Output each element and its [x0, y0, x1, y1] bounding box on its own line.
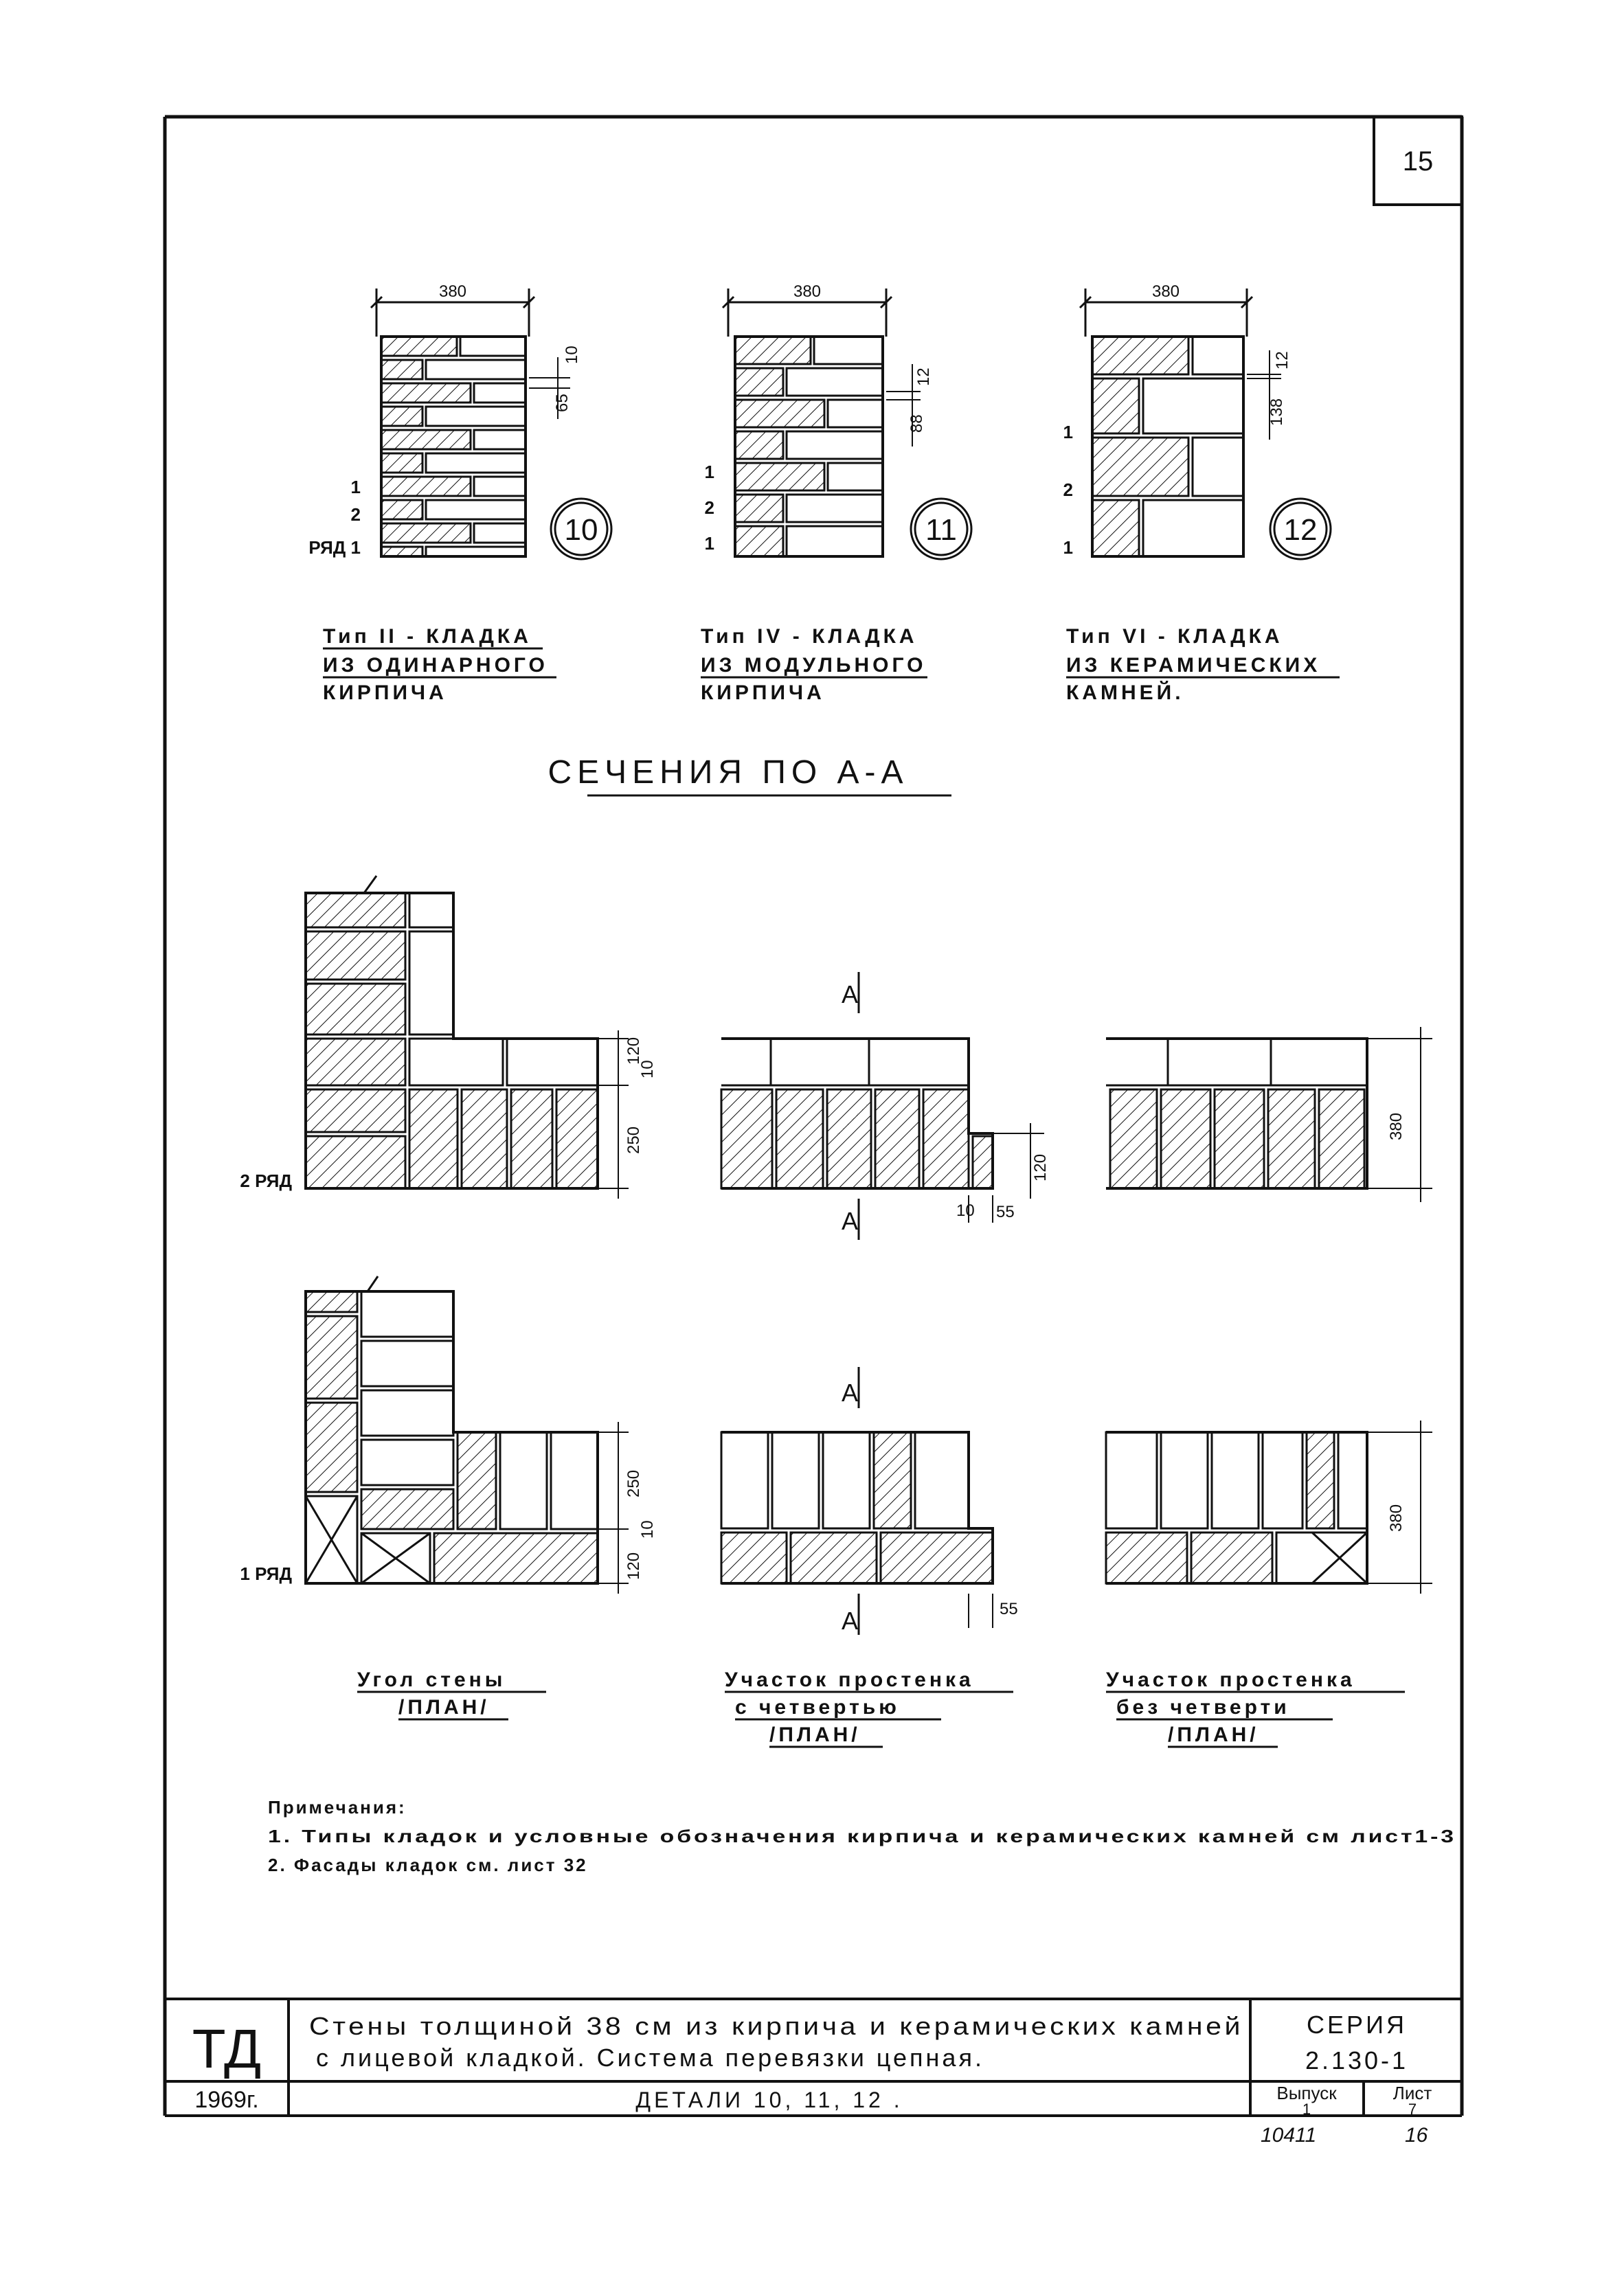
- handwritten-sheet: 16: [1405, 2124, 1428, 2147]
- issue-label: Выпуск: [1276, 2083, 1337, 2103]
- notes-heading: Примечания:: [268, 1797, 407, 1818]
- notes: [268, 1797, 1456, 1875]
- dim-250: 250: [624, 1469, 643, 1497]
- caption-line: КИРПИЧА: [701, 681, 825, 704]
- caption-line: КИРПИЧА: [323, 681, 447, 704]
- caption-line: ИЗ МОДУЛЬНОГО: [701, 654, 927, 677]
- row1-label: 1 РЯД: [240, 1563, 292, 1584]
- title-block-text: [192, 2011, 1432, 2147]
- logo-td: ТД: [192, 2018, 262, 2079]
- detail-11-caption: [701, 625, 927, 704]
- plan-corner-row2: [306, 876, 629, 1199]
- dim-a: 10: [563, 346, 581, 364]
- plan-pier-noquarter-row2: [1106, 1027, 1432, 1202]
- plan-pier-noquarter-row1: [1106, 1421, 1432, 1594]
- title-line-2: с лицевой кладкой. Система перевязки цепная.: [316, 2044, 984, 2072]
- caption-corner-sub: /ПЛАН/: [398, 1696, 490, 1719]
- width-label: 380: [793, 282, 822, 301]
- caption-quarter-title: Участок простенка: [725, 1669, 974, 1691]
- dim-120: 120: [624, 1552, 643, 1580]
- sheet-subtitle: ДЕТАЛИ 10, 11, 12 .: [635, 2088, 903, 2112]
- dim-380: 380: [1387, 1112, 1406, 1140]
- dim-120: 120: [624, 1037, 643, 1065]
- dim-55: 55: [1000, 1600, 1018, 1618]
- caption-line: ИЗ ОДИНАРНОГО: [323, 654, 548, 677]
- row-label: 1: [350, 477, 361, 497]
- caption-noquarter-plan: /ПЛАН/: [1168, 1723, 1259, 1746]
- row-label: 1: [704, 462, 714, 482]
- row-label: РЯД 1: [308, 537, 361, 558]
- dim-250: 250: [624, 1126, 643, 1154]
- dim-a: 12: [914, 367, 933, 386]
- caption-corner-title: Угол стены: [357, 1669, 506, 1691]
- year: 1969г.: [194, 2087, 259, 2113]
- section-title: СЕЧЕНИЯ ПО А-А: [548, 754, 909, 791]
- detail-circle-number: 12: [1283, 513, 1318, 547]
- dim-55: 55: [996, 1203, 1015, 1221]
- caption-line: Тип VI - КЛАДКА: [1066, 625, 1283, 648]
- caption-noquarter-title: Участок простенка: [1106, 1669, 1355, 1691]
- row-label: 2: [350, 504, 361, 525]
- dim-b: 88: [907, 414, 926, 433]
- dim-380: 380: [1387, 1504, 1406, 1532]
- section-mark: А: [842, 1607, 859, 1635]
- series-label: СЕРИЯ: [1307, 2011, 1407, 2039]
- dim-b: 138: [1267, 398, 1286, 426]
- sheet-value: 7: [1408, 2101, 1417, 2118]
- dim-10: 10: [638, 1060, 657, 1078]
- detail-10-caption: [323, 625, 556, 704]
- caption-line: ИЗ КЕРАМИЧЕСКИХ: [1066, 654, 1321, 677]
- note-item: 2. Фасады кладок см. лист 32: [268, 1855, 588, 1875]
- caption-noquarter-sub: без четверти: [1116, 1696, 1290, 1719]
- detail-12-caption: [1066, 625, 1340, 704]
- plan-pier-quarter-row2: [721, 972, 1044, 1240]
- plan-pier-quarter-row1: [721, 1367, 993, 1635]
- caption-quarter-plan: /ПЛАН/: [769, 1723, 861, 1746]
- row-label: 2: [1063, 479, 1073, 500]
- caption-line: Тип IV - КЛАДКА: [701, 625, 918, 648]
- caption-quarter-sub: с четвертью: [735, 1696, 900, 1719]
- title-line-1: Стены толщиной 38 см из кирпича и керамических камней: [309, 2012, 1244, 2040]
- note-item: 1. Типы кладок и условные обозначения кирпича и керамических камней см лист1-3: [268, 1826, 1456, 1846]
- row-label: 1: [1063, 422, 1073, 442]
- width-label: 380: [438, 282, 467, 301]
- row-label: 1: [1063, 537, 1073, 558]
- width-label: 380: [1151, 282, 1180, 301]
- detail-circle-number: 11: [925, 513, 957, 547]
- plan-corner-row1: [306, 1276, 629, 1594]
- row-label: 1: [704, 533, 714, 554]
- row2-label: 2 РЯД: [240, 1171, 292, 1191]
- caption-line: КАМНЕЙ.: [1066, 681, 1184, 704]
- dim-10: 10: [956, 1201, 975, 1220]
- section-mark: А: [842, 1207, 859, 1235]
- dim-10: 10: [638, 1520, 657, 1539]
- issue-value: 1: [1302, 2101, 1311, 2118]
- series-value: 2.130-1: [1305, 2046, 1409, 2074]
- plan-pier-quarter-row1-labels: [842, 1379, 1018, 1635]
- sheet-number: 15: [1402, 146, 1434, 177]
- dim-b: 65: [553, 394, 572, 412]
- row-label: 2: [704, 497, 714, 518]
- dim-a: 12: [1273, 351, 1292, 370]
- section-mark: А: [842, 980, 859, 1008]
- dim-120: 120: [1031, 1153, 1050, 1181]
- caption-line: Тип II - КЛАДКА: [323, 625, 532, 648]
- sheet-label: Лист: [1392, 2083, 1432, 2103]
- plan-captions: [357, 1669, 1405, 1747]
- section-mark: А: [842, 1379, 859, 1407]
- detail-circle-number: 10: [564, 513, 598, 547]
- handwritten-number: 10411: [1261, 2124, 1317, 2147]
